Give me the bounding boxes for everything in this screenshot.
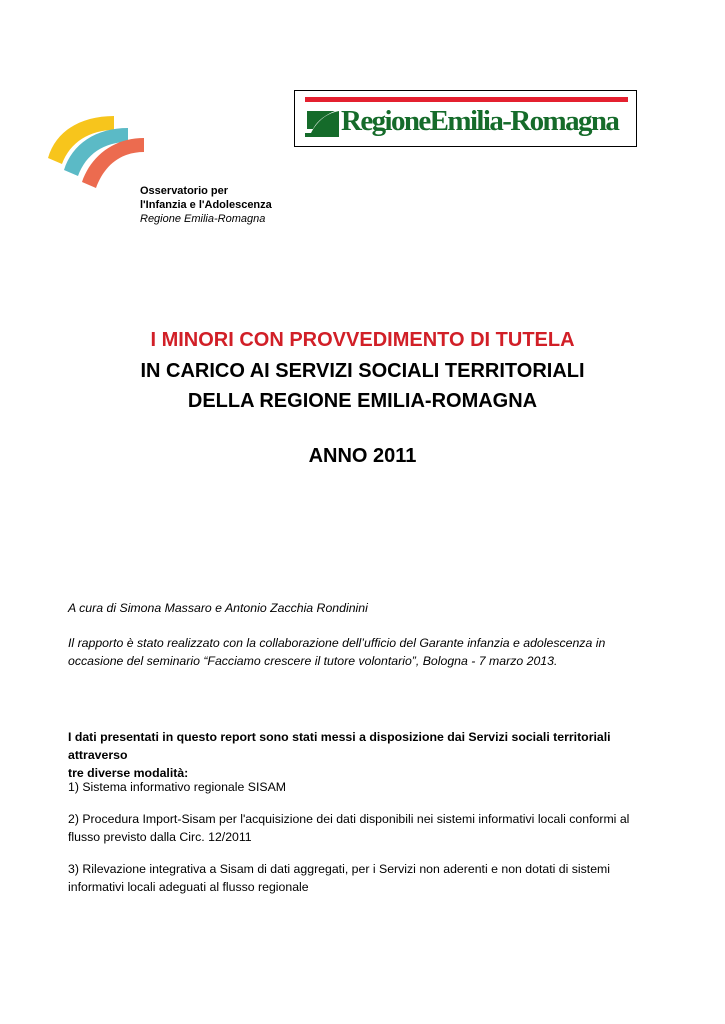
collaboration-note [68,634,658,670]
regione-emilia-romagna-logo [294,90,637,147]
logo-red-bar [305,97,628,102]
title-line-1: I MINORI CON PROVVEDIMENTO DI TUTELA [150,329,575,351]
list-item-2 [68,810,658,846]
region-flag-icon [305,107,339,137]
list-item-3-line-1: 3) Rilevazione integrativa a Sisam di dati aggregati, per i Servizi non aderenti e non dotati di sistemi [68,862,611,876]
title-line-3: DELLA REGIONE EMILIA-ROMAGNA [187,390,538,412]
intro-line-1: I dati presentati in questo report sono stati messi a disposizione dai Servizi sociali territoriali attraverso [68,730,611,762]
authors: A cura di Simona Massaro e Antonio Zacchia Rondinini [68,601,368,615]
title-line-2: IN CARICO AI SERVIZI SOCIALI TERRITORIALI [140,360,585,382]
collaboration-line-1: Il rapporto è stato realizzato con la collaborazione dell’ufficio del Garante infanzia e adolescenza in [68,636,606,650]
region-logo-text: RegioneEmilia-Romagna [341,105,619,137]
report-year: ANNO 2011 [308,445,417,467]
intro-line-2: tre diverse modalità: [68,766,189,780]
observatory-line1: Osservatorio per [140,185,229,197]
list-item-2-line-1: 2) Procedura Import-Sisam per l'acquisizione dei dati disponibili nei sistemi informativi locali conformi al [68,812,630,826]
intro-paragraph [68,728,658,782]
observatory-line3: Regione Emilia-Romagna [140,213,266,225]
collaboration-line-2: occasione del seminario “Facciamo crescere il tutore volontario”, Bologna - 7 marzo 2013. [68,654,558,668]
osservatorio-logo [48,116,148,188]
list-item-3 [68,860,658,896]
list-item-1: 1) Sistema informativo regionale SISAM [68,780,287,794]
observatory-line2: l'Infanzia e l'Adolescenza [140,199,272,211]
list-item-2-line-2: flusso previsto dalla Circ. 12/2011 [68,830,252,844]
list-item-3-line-2: informativi locali adeguati al flusso regionale [68,880,309,894]
observatory-name [140,184,272,226]
